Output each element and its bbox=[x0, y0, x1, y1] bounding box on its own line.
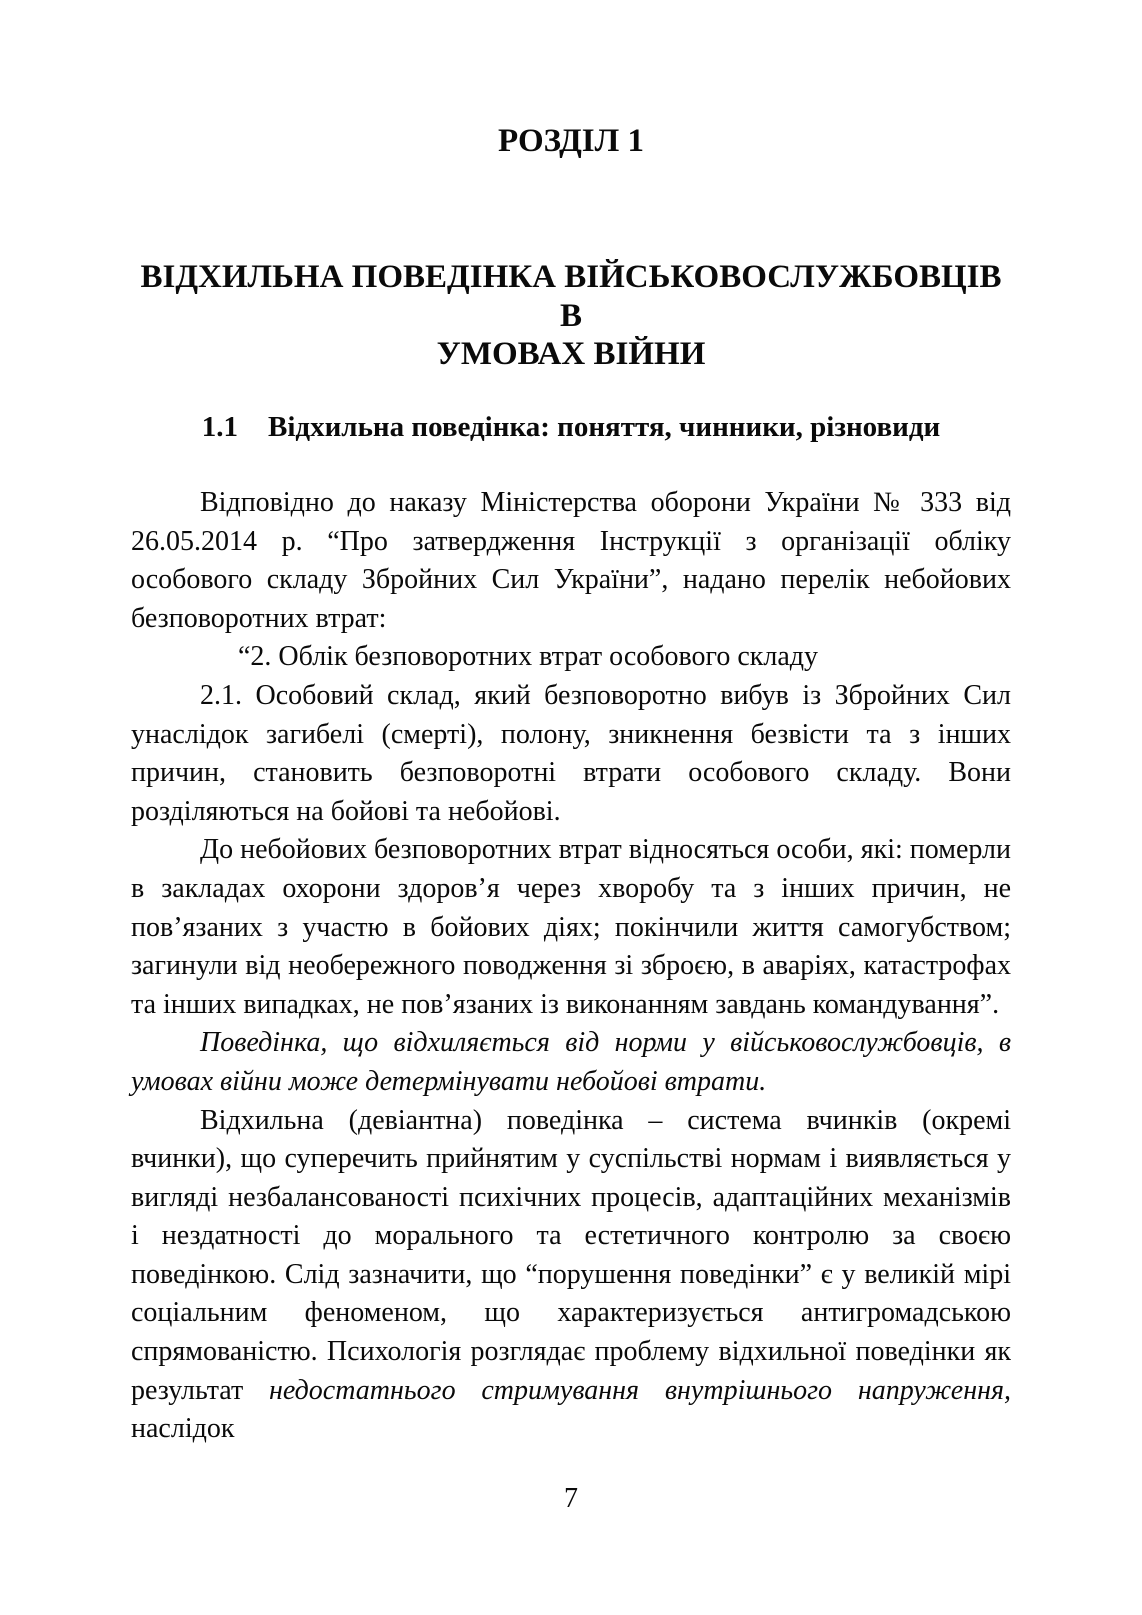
paragraph bbox=[131, 677, 1011, 831]
document-title bbox=[131, 258, 1011, 374]
text-run: “2. Облік безповоротних втрат особового складу bbox=[238, 641, 819, 673]
chapter-heading: РОЗДІЛ 1 bbox=[498, 123, 644, 159]
section-title: Відхильна поведінка: поняття, чинники, різновиди bbox=[268, 411, 941, 443]
text-run: Поведінка, що відхиляється від норми у військовослужбовців, в умовах війни може детермінувати небойові втрати. bbox=[131, 1027, 1011, 1097]
page-number: 7 bbox=[564, 1483, 578, 1514]
text-run: наслідок bbox=[131, 1413, 235, 1445]
text-run: недостатнього стримування внутрішнього напруження, bbox=[269, 1374, 1011, 1406]
section-heading bbox=[131, 408, 1011, 447]
paragraph bbox=[131, 1102, 1011, 1449]
text-run: До небойових безповоротних втрат відносяться особи, які: померли в закладах охорони здоров’я через хворобу та з інших причин, не пов’язаних з участю в бойових діях; покінчили життя самогубством; загинули від необережного поводження зі зброєю, в аваріях, катастрофах та інших випадках, не пов’язаних із виконанням завдань командування”. bbox=[131, 834, 1011, 1020]
document-title-line-1: ВІДХИЛЬНА ПОВЕДІНКА ВІЙСЬКОВОСЛУЖБОВЦІВ В bbox=[140, 259, 1002, 334]
text-run: Відповідно до наказу Міністерства оборони України № 333 від 26.05.2014 р. “Про затвердження Інструкції з організації обліку особового складу Збройних Сил України”, надано перелік небойових безповоротних втрат: bbox=[131, 487, 1011, 634]
paragraph bbox=[131, 484, 1011, 638]
paragraph bbox=[131, 831, 1011, 1024]
paragraph bbox=[131, 638, 1011, 677]
section-number: 1.1 bbox=[201, 411, 239, 443]
body-text bbox=[131, 484, 1011, 1449]
paragraph bbox=[131, 1024, 1011, 1101]
text-run: 2.1. Особовий склад, який безповоротно вибув із Збройних Сил унаслідок загибелі (смерті), полону, зникнення безвісти та з інших причин, становить безповоротні втрати особового складу. Вони розділяються на бойові та небойові. bbox=[131, 679, 1011, 827]
text-run: Відхильна (девіантна) поведінка – система вчинків (окремі вчинки), що суперечить прийнятим у суспільстві нормам і виявляється у вигляді незбалансованості психічних процесів, адаптаційних механізмів і нездатності до морального та естетичного контролю за своєю поведінкою. Слід зазначити, що “порушення поведінки” є у великій мірі соціальним феноменом, що характеризується антигромадською спрямованістю. Психологія розглядає проблему відхильної поведінки як результат bbox=[131, 1104, 1011, 1406]
document-title-line-2: УМОВАХ ВІЙНИ bbox=[436, 336, 706, 372]
